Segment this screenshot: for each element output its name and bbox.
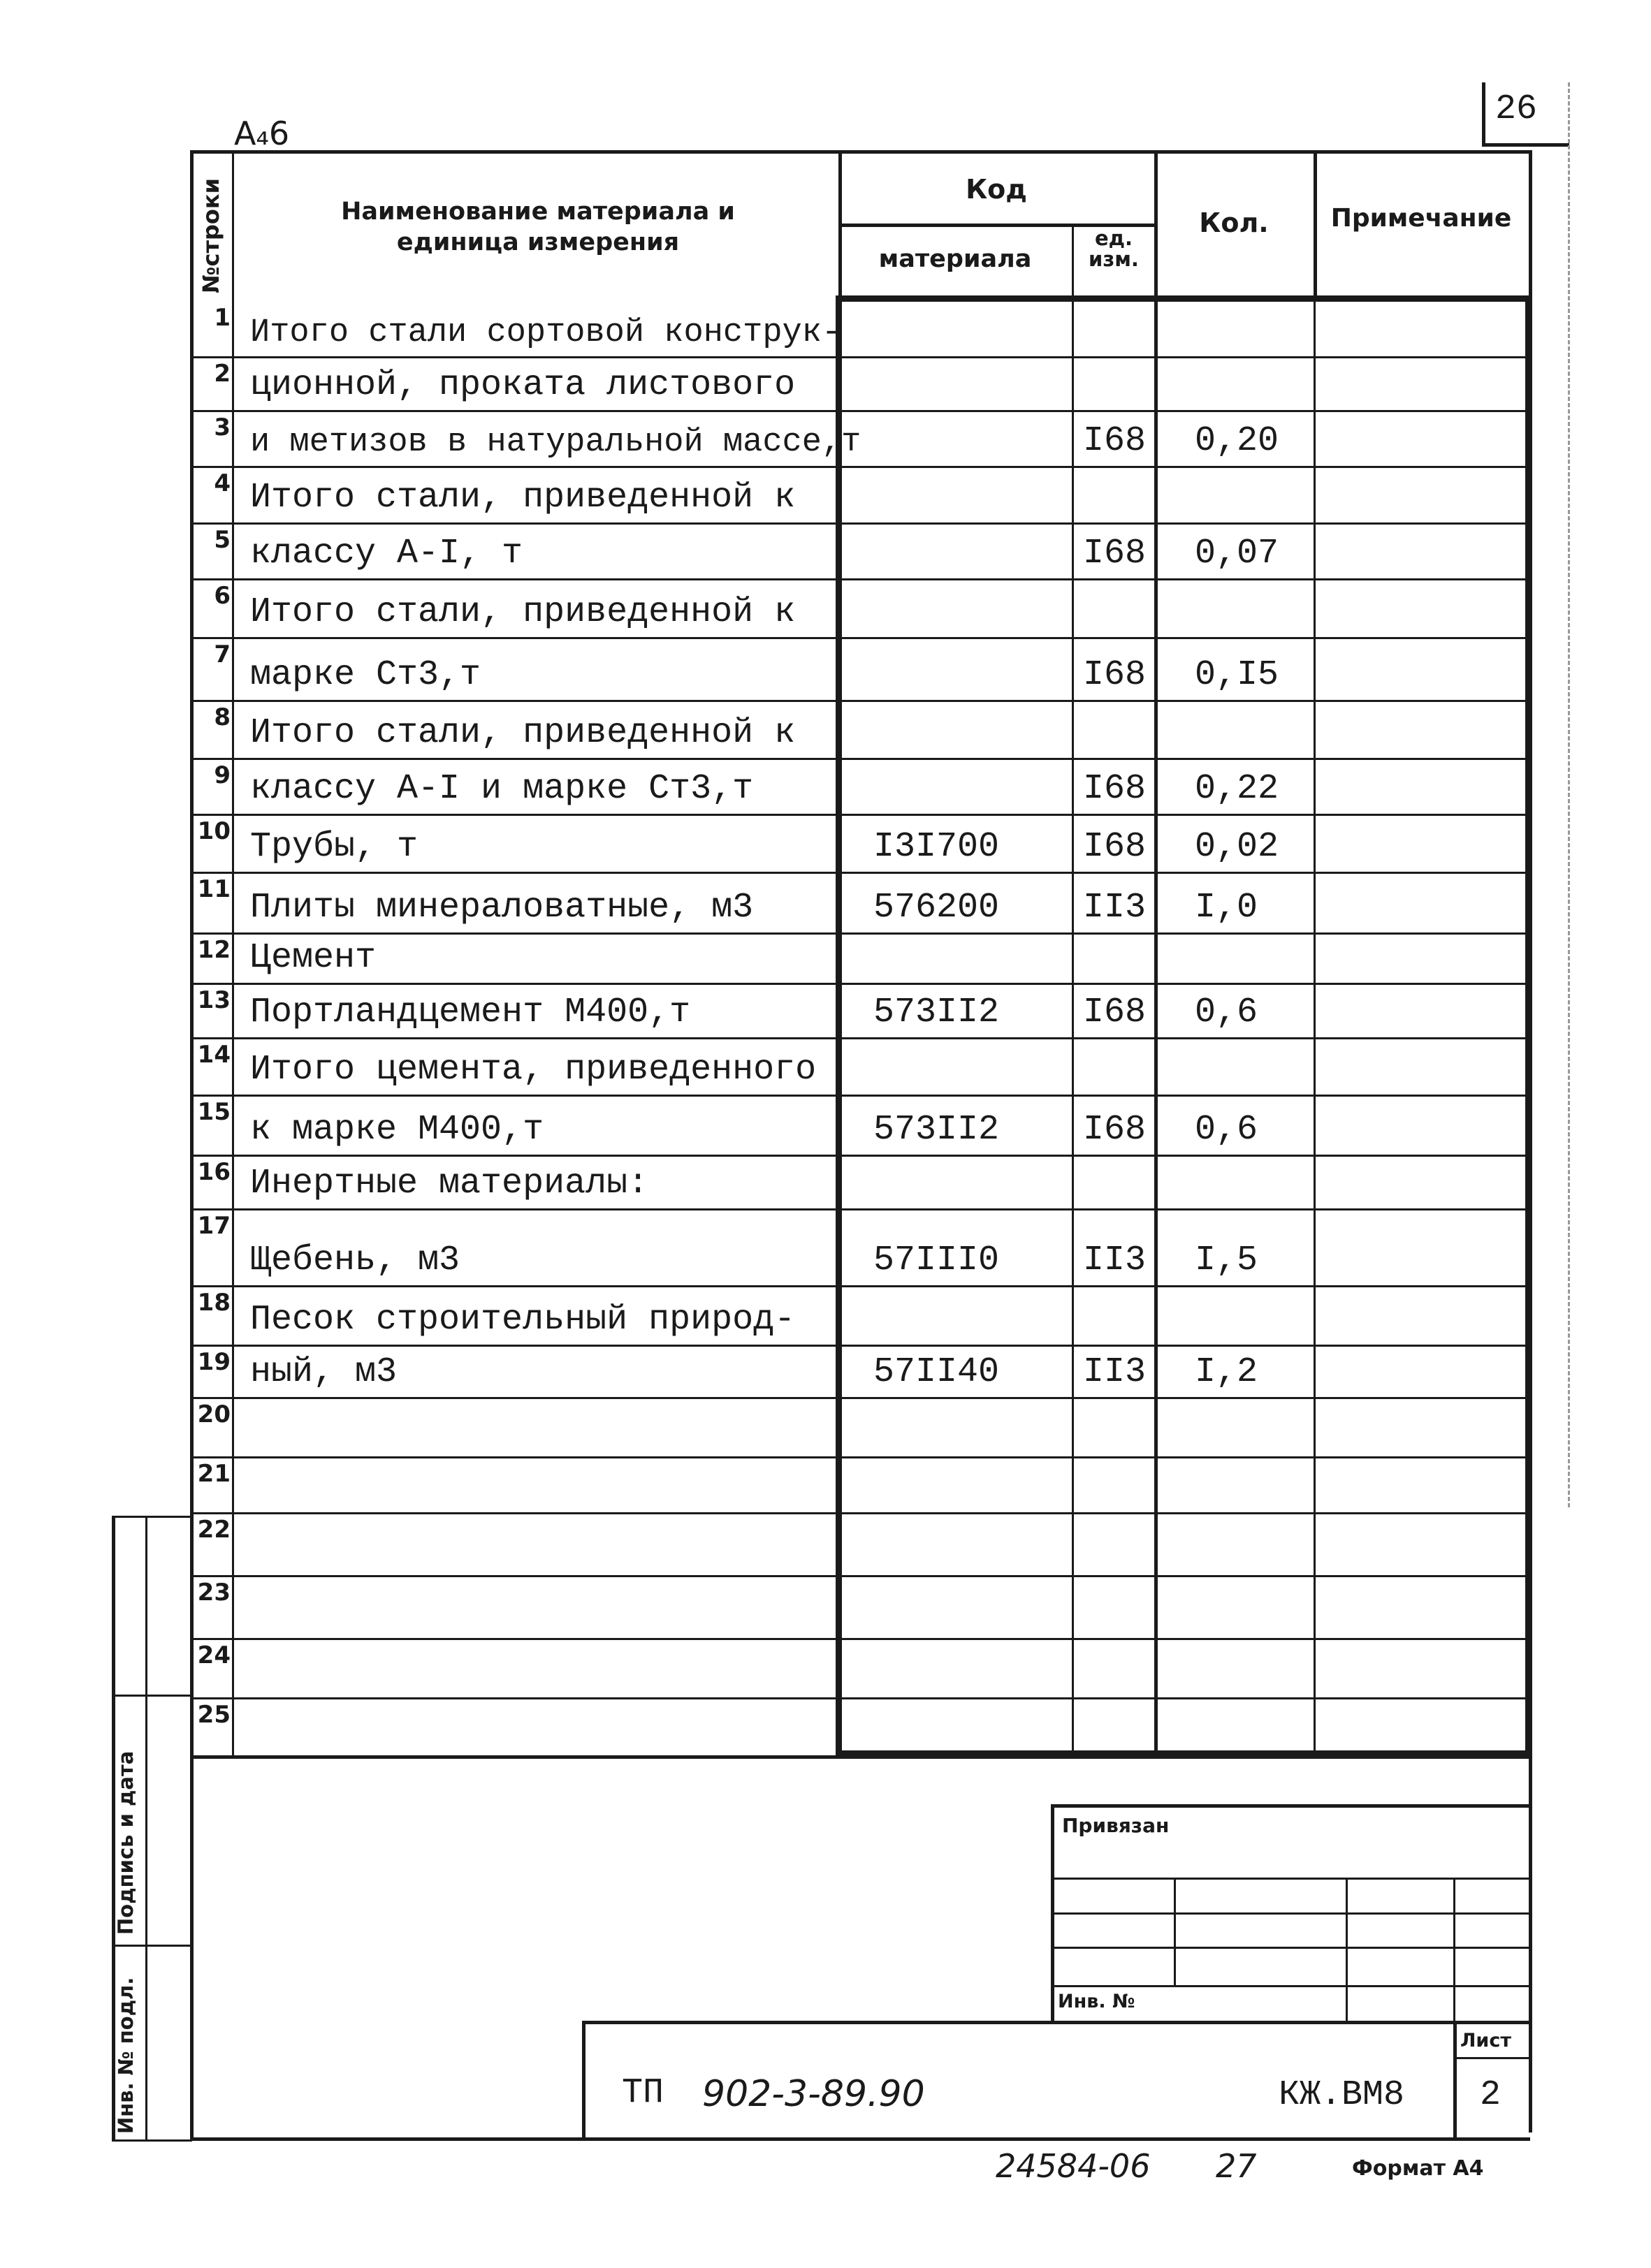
note-cell — [1318, 872, 1523, 932]
quantity: I,0 — [1195, 888, 1258, 928]
material-name: Итого стали, приведенной к — [250, 478, 796, 518]
row-number: 4 — [214, 469, 231, 497]
row-number: 12 — [197, 936, 231, 964]
note-cell — [1318, 1345, 1523, 1397]
row-number: 16 — [197, 1158, 231, 1186]
note-cell — [1318, 1037, 1523, 1095]
header-unit: ед. изм. — [1089, 226, 1139, 272]
row-number: 10 — [197, 817, 231, 845]
table-row — [0, 410, 1651, 466]
side-inv-no: Инв. № подл. — [114, 1977, 138, 2134]
quantity: 0,6 — [1195, 1110, 1258, 1150]
table-row — [0, 872, 1651, 932]
header-code: Код — [966, 174, 1027, 205]
table-row — [0, 466, 1651, 522]
header-row-no-label: №строки — [198, 177, 224, 293]
note-cell — [1318, 932, 1523, 983]
table-row — [0, 1575, 1651, 1638]
table-row — [0, 932, 1651, 983]
quantity: 0,07 — [1195, 534, 1279, 573]
project-number: 902-3-89.90 — [702, 2073, 925, 2115]
table-row — [0, 522, 1651, 578]
archive-number: 24584-06 — [996, 2147, 1151, 2185]
material-code: 57II40 — [873, 1352, 1000, 1392]
unit-code: I68 — [1083, 421, 1147, 461]
note-cell — [1318, 1285, 1523, 1345]
note-cell — [1318, 1638, 1523, 1697]
material-name: классу А-I и марке Ст3,т — [250, 769, 754, 809]
unit-code: I68 — [1083, 1110, 1147, 1150]
material-code: 57III0 — [873, 1241, 1000, 1280]
table-row — [0, 1512, 1651, 1575]
material-name: Итого стали, приведенной к — [250, 592, 796, 632]
material-name: Песок строительный природ- — [250, 1300, 796, 1340]
table-row — [0, 1697, 1651, 1753]
material-code: 573II2 — [873, 993, 1000, 1032]
table-row — [0, 1037, 1651, 1095]
quantity: 0,6 — [1195, 993, 1258, 1032]
row-number: 20 — [197, 1400, 231, 1428]
note-cell — [1318, 522, 1523, 578]
material-name: Итого цемента, приведенного — [250, 1050, 817, 1090]
table-row — [0, 637, 1651, 700]
material-name: Итого стали, приведенной к — [250, 713, 796, 753]
material-name: марке Ст3,т — [250, 655, 481, 695]
note-cell — [1318, 1155, 1523, 1208]
table-row — [0, 1638, 1651, 1697]
quantity: I,5 — [1195, 1241, 1258, 1280]
material-name: ный, м3 — [250, 1352, 398, 1392]
material-name: Итого стали сортовой конструк- — [250, 314, 842, 351]
material-code: 576200 — [873, 888, 1000, 928]
material-name: к марке М400,т — [250, 1110, 544, 1150]
note-cell — [1318, 637, 1523, 700]
material-name: Портландцемент М400,т — [250, 993, 691, 1032]
row-number: 19 — [197, 1348, 231, 1376]
material-code: 573II2 — [873, 1110, 1000, 1150]
row-number: 14 — [197, 1041, 231, 1069]
format-label: Формат А4 — [1352, 2156, 1484, 2181]
table-row — [0, 300, 1651, 356]
unit-code: I68 — [1083, 993, 1147, 1032]
table-row — [0, 1456, 1651, 1512]
inv-no-label: Инв. № — [1058, 1991, 1135, 2012]
row-number: 7 — [214, 641, 231, 668]
row-number: 22 — [197, 1516, 231, 1544]
linked-label: Привязан — [1062, 1814, 1170, 1837]
sheet-label: Лист — [1460, 2030, 1511, 2051]
row-number: 11 — [197, 875, 231, 903]
note-cell — [1318, 356, 1523, 410]
quantity: 0,20 — [1195, 421, 1279, 461]
table-row — [0, 1155, 1651, 1208]
document-code: КЖ.ВМ8 — [1279, 2075, 1405, 2115]
note-cell — [1318, 1095, 1523, 1155]
note-cell — [1318, 466, 1523, 522]
unit-code: I68 — [1083, 534, 1147, 573]
row-number: 3 — [214, 414, 231, 441]
page-number: 26 — [1495, 89, 1538, 129]
project-prefix: ТП — [622, 2073, 664, 2113]
row-number: 1 — [214, 304, 231, 332]
unit-code: II3 — [1083, 1352, 1147, 1392]
note-cell — [1318, 983, 1523, 1037]
header-note: Примечание — [1330, 204, 1512, 233]
table-row — [0, 1397, 1651, 1456]
row-number: 25 — [197, 1701, 231, 1729]
table-row — [0, 758, 1651, 814]
note-cell — [1318, 1208, 1523, 1285]
material-name: Инертные материалы: — [250, 1164, 649, 1203]
unit-code: I68 — [1083, 769, 1147, 809]
row-number: 23 — [197, 1579, 231, 1607]
format-corner-mark: А₄6 — [234, 115, 290, 152]
note-cell — [1318, 410, 1523, 466]
row-number: 5 — [214, 526, 231, 554]
table-row — [0, 814, 1651, 872]
side-signature-date: Подпись и дата — [114, 1750, 138, 1935]
material-name: классу А-I, т — [250, 534, 523, 573]
note-cell — [1318, 1456, 1523, 1512]
table-row — [0, 356, 1651, 410]
sheet-number: 2 — [1480, 2075, 1501, 2115]
row-number: 15 — [197, 1098, 231, 1126]
header-row-no — [193, 150, 231, 297]
table-row — [0, 983, 1651, 1037]
note-cell — [1318, 1512, 1523, 1575]
row-number: 13 — [197, 986, 231, 1014]
quantity: 0,22 — [1195, 769, 1279, 809]
table-row — [0, 578, 1651, 637]
quantity: 0,I5 — [1195, 655, 1279, 695]
table-row — [0, 1095, 1651, 1155]
material-name: Щебень, м3 — [250, 1241, 460, 1280]
row-number: 24 — [197, 1641, 231, 1669]
row-number: 18 — [197, 1289, 231, 1317]
note-cell — [1318, 814, 1523, 872]
table-row — [0, 700, 1651, 758]
note-cell — [1318, 578, 1523, 637]
archive-sheet: 27 — [1216, 2147, 1257, 2185]
row-number: 8 — [214, 703, 231, 731]
material-name: Трубы, т — [250, 827, 419, 867]
material-name: ционной, проката листового — [250, 365, 796, 405]
row-number: 6 — [214, 582, 231, 610]
header-qty: Кол. — [1199, 207, 1269, 238]
note-cell — [1318, 758, 1523, 814]
note-cell — [1318, 1575, 1523, 1638]
row-number: 17 — [197, 1212, 231, 1240]
row-number: 2 — [214, 360, 231, 388]
note-cell — [1318, 1697, 1523, 1753]
material-code: I3I700 — [873, 827, 1000, 867]
table-row — [0, 1208, 1651, 1285]
material-name: Плиты минераловатные, м3 — [250, 888, 754, 928]
row-number: 9 — [214, 761, 231, 789]
unit-code: II3 — [1083, 888, 1147, 928]
material-name: и метизов в натуральной массе,т — [250, 424, 861, 461]
unit-code: I68 — [1083, 655, 1147, 695]
unit-code: II3 — [1083, 1241, 1147, 1280]
header-material-name: Наименование материала и единица измерения — [341, 198, 735, 256]
header-code-material: материала — [878, 245, 1032, 273]
note-cell — [1318, 1397, 1523, 1456]
note-cell — [1318, 300, 1523, 356]
row-number: 21 — [197, 1460, 231, 1488]
unit-code: I68 — [1083, 827, 1147, 867]
quantity: I,2 — [1195, 1352, 1258, 1392]
table-row — [0, 1285, 1651, 1345]
quantity: 0,02 — [1195, 827, 1279, 867]
note-cell — [1318, 700, 1523, 758]
table-row — [0, 1345, 1651, 1397]
material-name: Цемент — [250, 938, 377, 978]
